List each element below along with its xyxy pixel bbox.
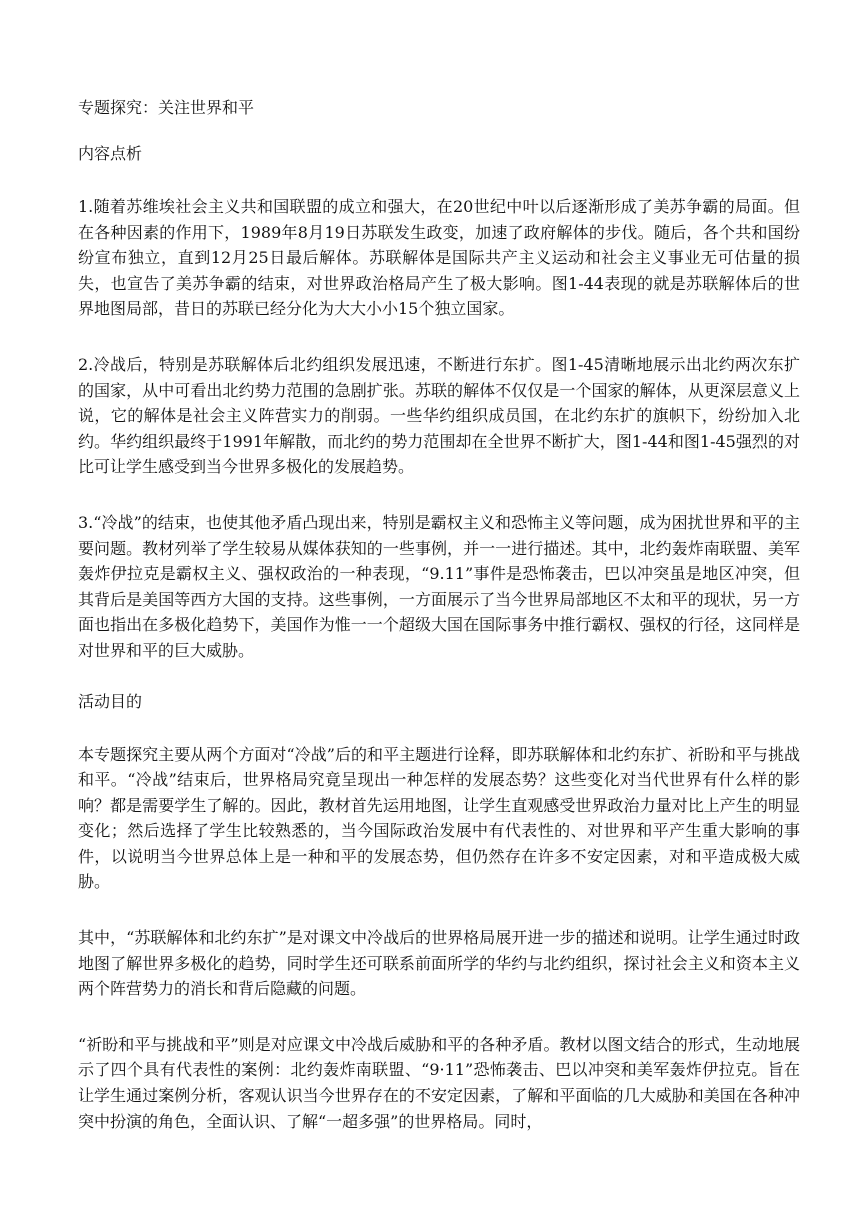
section-heading-goal: 活动目的 [78,691,143,711]
page-title: 专题探究：关注世界和平 [78,98,255,117]
goal-paragraph-1: 本专题探究主要从两个方面对“冷战”后的和平主题进行诠释，即苏联解体和北约东扩、祈盼和平与挑战和平。“冷战”结束后，世界格局究竟呈现出一种怎样的发展态势？这些变化对当代世界有什么样的影响？都是需要学生了解的。因此，教材首先运用地图，让学生直观感受世界政治力量对比上产生的明显变化；然后选择了学生比较熟悉的，当今国际政治发展中有代表性的、对世界和平产生重大影响的事件，以说明当今世界总体上是一种和平的发展态势，但仍然存在许多不安定因素，对和平造成极大威胁。 [78,744,800,892]
analysis-paragraph-3: 3.“冷战”的结束，也使其他矛盾凸现出来，特别是霸权主义和恐怖主义等问题，成为困扰世界和平的主要问题。教材列举了学生较易从媒体获知的一些事例，并一一进行描述。其中，北约轰炸南联盟、美军轰炸伊拉克是霸权主义、强权政治的一种表现，“9.11”事件是恐怖袭击，巴以冲突虽是地区冲突，但其背后是美国等西方大国的支持。这些事例，一方面展示了当今世界局部地区不太和平的现状，另一方面也指出在多极化趋势下，美国作为惟一一个超级大国在国际事务中推行霸权、强权的行径，这同样是对世界和平的巨大威胁。 [78,512,800,660]
analysis-paragraph-1: 1.随着苏维埃社会主义共和国联盟的成立和强大，在20世纪中叶以后逐渐形成了美苏争霸的局面。但在各种因素的作用下，1989年8月19日苏联发生政变，加速了政府解体的步伐。随后，各个共和国纷纷宣布独立，直到12月25日最后解体。苏联解体是国际共产主义运动和社会主义事业无可估量的损失，也宣告了美苏争霸的结束，对世界政治格局产生了极大影响。图1-44表现的就是苏联解体后的世界地图局部，昔日的苏联已经分化为大大小小15个独立国家。 [78,197,800,319]
section-heading-analysis: 内容点析 [78,144,143,163]
document-page [78,100,800,1134]
goal-paragraph-2: 其中，“苏联解体和北约东扩”是对课文中冷战后的世界格局展开进一步的描述和说明。让学生通过时政地图了解世界多极化的趋势，同时学生还可联系前面所学的华约与北约组织，探讨社会主义和资本主义两个阵营势力的消长和背后隐藏的问题。 [78,928,800,999]
goal-paragraph-3: “祈盼和平与挑战和平”则是对应课文中冷战后威胁和平的各种矛盾。教材以图文结合的形式，生动地展示了四个具有代表性的案例：北约轰炸南联盟、“9·11”恐怖袭击、巴以冲突和美军轰炸伊拉克。旨在让学生通过案例分析，客观认识当今世界存在的不安定因素，了解和平面临的几大威胁和美国在各种冲突中扮演的角色，全面认识、了解“一超多强”的世界格局。同时， [78,1034,800,1131]
analysis-paragraph-2: 2.冷战后，特别是苏联解体后北约组织发展迅速，不断进行东扩。图1-45清晰地展示出北约两次东扩的国家，从中可看出北约势力范围的急剧扩张。苏联的解体不仅仅是一个国家的解体，从更深层意义上说，它的解体是社会主义阵营实力的削弱。一些华约组织成员国，在北约东扩的旗帜下，纷纷加入北约。华约组织最终于1991年解散，而北约的势力范围却在全世界不断扩大，图1-44和图1-45强烈的对比可让学生感受到当今世界多极化的发展趋势。 [78,354,800,477]
